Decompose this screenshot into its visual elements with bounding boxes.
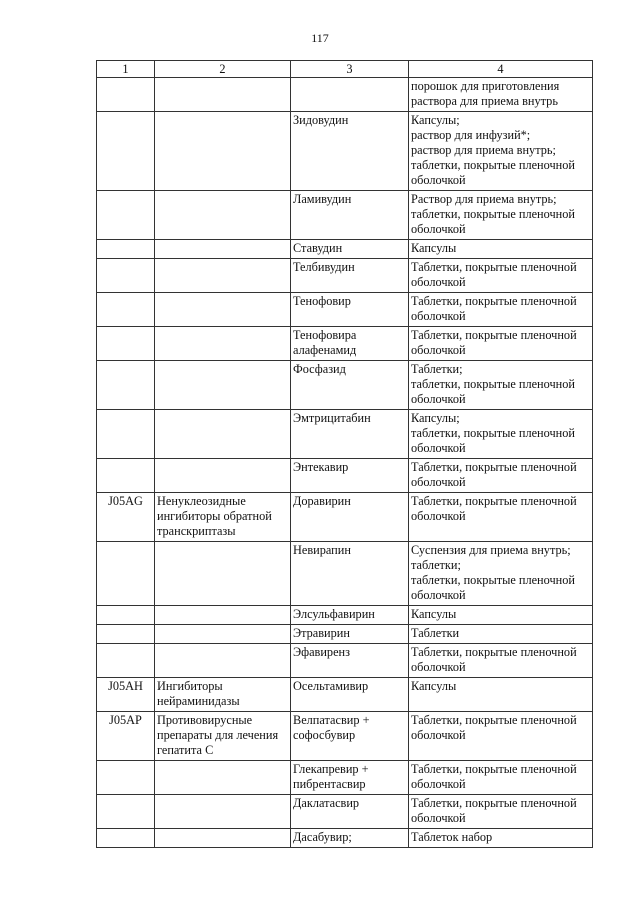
group-name-cell xyxy=(155,259,291,293)
atc-code-cell xyxy=(97,410,155,459)
atc-code-cell xyxy=(97,112,155,191)
atc-code-cell xyxy=(97,259,155,293)
dosage-form-cell: Таблетки, покрытые пленочной оболочкой xyxy=(409,459,593,493)
drug-name-cell: Фосфазид xyxy=(291,361,409,410)
group-name-cell xyxy=(155,112,291,191)
header-col-4: 4 xyxy=(409,61,593,78)
group-name-cell xyxy=(155,191,291,240)
drug-name-cell: Тенофовира алафенамид xyxy=(291,327,409,361)
atc-code-cell xyxy=(97,191,155,240)
group-name-cell: Ненуклеозидные ингибиторы обратной транскриптазы xyxy=(155,493,291,542)
dosage-form-cell: Раствор для приема внутрь; таблетки, покрытые пленочной оболочкой xyxy=(409,191,593,240)
dosage-form-cell: Таблетки, покрытые пленочной оболочкой xyxy=(409,712,593,761)
dosage-form-cell: Таблетки, покрытые пленочной оболочкой xyxy=(409,795,593,829)
drug-name-cell: Тенофовир xyxy=(291,293,409,327)
table-row xyxy=(97,712,593,761)
drug-name-cell xyxy=(291,78,409,112)
page-number: 117 xyxy=(311,31,329,45)
atc-code-cell xyxy=(97,459,155,493)
drug-name-cell: Этравирин xyxy=(291,625,409,644)
atc-code-cell xyxy=(97,829,155,848)
table-row xyxy=(97,259,593,293)
atc-code-cell xyxy=(97,606,155,625)
group-name-cell xyxy=(155,78,291,112)
group-name-cell xyxy=(155,293,291,327)
dosage-form-cell: Капсулы xyxy=(409,678,593,712)
table-row xyxy=(97,327,593,361)
dosage-form-cell: Таблетки, покрытые пленочной оболочкой xyxy=(409,761,593,795)
drug-name-cell: Ставудин xyxy=(291,240,409,259)
table-row xyxy=(97,112,593,191)
table-row xyxy=(97,361,593,410)
dosage-form-cell: Таблетки; таблетки, покрытые пленочной оболочкой xyxy=(409,361,593,410)
group-name-cell: Противовирусные препараты для лечения гепатита С xyxy=(155,712,291,761)
drug-name-cell: Невирапин xyxy=(291,542,409,606)
atc-code-cell xyxy=(97,644,155,678)
atc-code-cell xyxy=(97,795,155,829)
group-name-cell xyxy=(155,542,291,606)
atc-code-cell xyxy=(97,240,155,259)
table-row xyxy=(97,410,593,459)
drug-name-cell: Доравирин xyxy=(291,493,409,542)
group-name-cell xyxy=(155,829,291,848)
atc-code-cell xyxy=(97,78,155,112)
drug-name-cell: Ламивудин xyxy=(291,191,409,240)
group-name-cell xyxy=(155,606,291,625)
atc-code-cell xyxy=(97,761,155,795)
drug-name-cell: Телбивудин xyxy=(291,259,409,293)
group-name-cell xyxy=(155,644,291,678)
dosage-form-cell: Таблетки, покрытые пленочной оболочкой xyxy=(409,327,593,361)
dosage-form-cell: Капсулы xyxy=(409,240,593,259)
dosage-form-cell: Суспензия для приема внутрь; таблетки; таблетки, покрытые пленочной оболочкой xyxy=(409,542,593,606)
group-name-cell xyxy=(155,795,291,829)
group-name-cell xyxy=(155,625,291,644)
drug-name-cell: Осельтамивир xyxy=(291,678,409,712)
table-row xyxy=(97,795,593,829)
atc-code-cell xyxy=(97,361,155,410)
table-row xyxy=(97,191,593,240)
table-row xyxy=(97,240,593,259)
drug-name-cell: Глекапревир + пибрентасвир xyxy=(291,761,409,795)
group-name-cell xyxy=(155,459,291,493)
table-row xyxy=(97,459,593,493)
table-row xyxy=(97,542,593,606)
table-row xyxy=(97,761,593,795)
drug-name-cell: Даклатасвир xyxy=(291,795,409,829)
group-name-cell xyxy=(155,361,291,410)
drug-name-cell: Элсульфавирин xyxy=(291,606,409,625)
atc-code-cell xyxy=(97,625,155,644)
header-col-1: 1 xyxy=(97,61,155,78)
atc-code-cell xyxy=(97,542,155,606)
table-row xyxy=(97,678,593,712)
dosage-form-cell: Таблетки xyxy=(409,625,593,644)
dosage-form-cell: Капсулы xyxy=(409,606,593,625)
atc-code-cell: J05AP xyxy=(97,712,155,761)
dosage-form-cell: Капсулы; таблетки, покрытые пленочной оболочкой xyxy=(409,410,593,459)
dosage-form-cell: Капсулы; раствор для инфузий*; раствор для приема внутрь; таблетки, покрытые пленочной оболочкой xyxy=(409,112,593,191)
table-row xyxy=(97,293,593,327)
table-row xyxy=(97,493,593,542)
atc-code-cell xyxy=(97,327,155,361)
drug-name-cell: Эмтрицитабин xyxy=(291,410,409,459)
drug-name-cell: Велпатасвир + софосбувир xyxy=(291,712,409,761)
table-row xyxy=(97,829,593,848)
dosage-form-cell: Таблетки, покрытые пленочной оболочкой xyxy=(409,259,593,293)
drug-name-cell: Дасабувир; xyxy=(291,829,409,848)
table-row xyxy=(97,606,593,625)
table-row xyxy=(97,644,593,678)
table-body xyxy=(97,78,593,848)
header-row xyxy=(97,61,593,78)
atc-code-cell: J05AH xyxy=(97,678,155,712)
dosage-form-cell: Таблетки, покрытые пленочной оболочкой xyxy=(409,293,593,327)
group-name-cell xyxy=(155,410,291,459)
drug-name-cell: Эфавиренз xyxy=(291,644,409,678)
group-name-cell: Ингибиторы нейраминидазы xyxy=(155,678,291,712)
dosage-form-cell: Таблеток набор xyxy=(409,829,593,848)
drug-table xyxy=(96,60,593,848)
drug-name-cell: Энтекавир xyxy=(291,459,409,493)
table-row xyxy=(97,625,593,644)
drug-name-cell: Зидовудин xyxy=(291,112,409,191)
atc-code-cell: J05AG xyxy=(97,493,155,542)
table-row xyxy=(97,78,593,112)
group-name-cell xyxy=(155,761,291,795)
atc-code-cell xyxy=(97,293,155,327)
dosage-form-cell: порошок для приготовления раствора для приема внутрь xyxy=(409,78,593,112)
group-name-cell xyxy=(155,327,291,361)
group-name-cell xyxy=(155,240,291,259)
dosage-form-cell: Таблетки, покрытые пленочной оболочкой xyxy=(409,493,593,542)
header-col-3: 3 xyxy=(291,61,409,78)
header-col-2: 2 xyxy=(155,61,291,78)
dosage-form-cell: Таблетки, покрытые пленочной оболочкой xyxy=(409,644,593,678)
